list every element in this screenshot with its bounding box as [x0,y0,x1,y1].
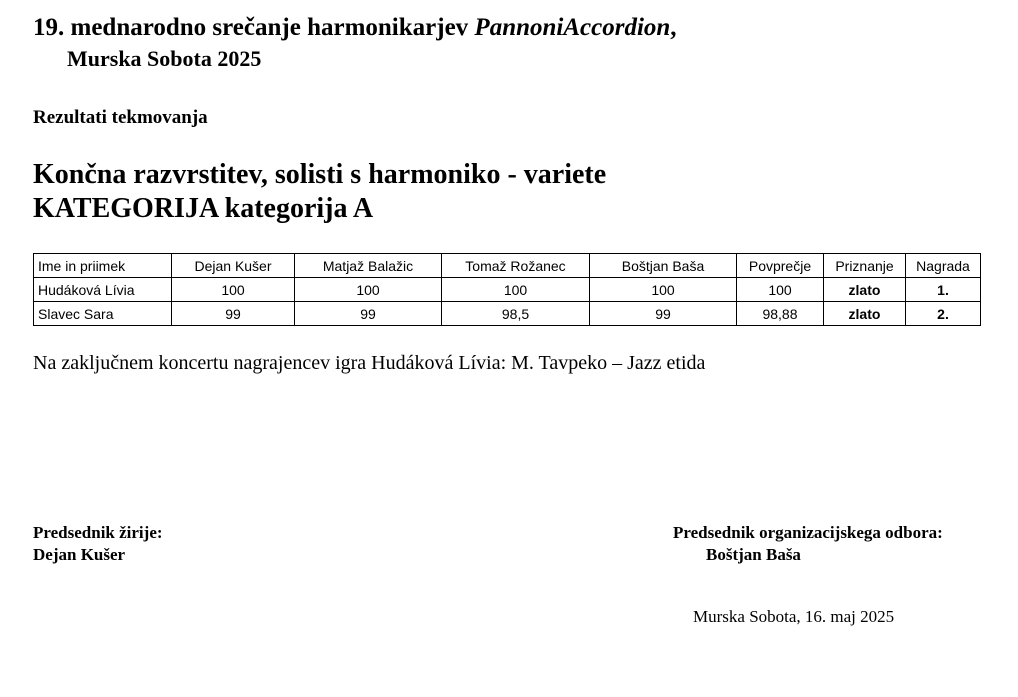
table-cell: 1. [906,278,981,302]
organizing-president-label: Predsednik organizacijskega odbora: [673,523,943,542]
header-cell: Dejan Kušer [172,254,295,278]
table-cell: 100 [590,278,737,302]
ranking-title [33,158,606,226]
concert-note: Na zaključnem koncertu nagrajencev igra Hudáková Lívia: M. Tavpeko – Jazz etida [33,352,706,374]
table-cell: zlato [824,278,906,302]
header-cell: Nagrada [906,254,981,278]
table-cell: 100 [442,278,590,302]
table-row [34,278,981,302]
header-cell: Boštjan Baša [590,254,737,278]
table-cell: 99 [172,302,295,326]
table-cell: 99 [590,302,737,326]
header-cell: Priznanje [824,254,906,278]
table-cell: Slavec Sara [34,302,172,326]
jury-president-name: Dejan Kušer [33,545,126,564]
title-comma: , [670,14,677,41]
title-italic-name: PannoniAccordion [474,14,671,41]
jury-president-label: Predsednik žirije: [33,523,163,542]
document-subtitle: Murska Sobota 2025 [67,46,262,71]
place-date: Murska Sobota, 16. maj 2025 [693,607,895,626]
table-cell: 2. [906,302,981,326]
title-main: 19. mednarodno srečanje harmonikarjev [33,14,475,41]
table-cell: 100 [172,278,295,302]
table-cell: zlato [824,302,906,326]
table-row [34,302,981,326]
table-cell: 98,5 [442,302,590,326]
header-cell: Ime in priimek [34,254,172,278]
header-cell: Matjaž Balažic [295,254,442,278]
table-header-row [34,254,981,278]
results-table [33,253,981,326]
table-cell: Hudáková Lívia [34,278,172,302]
organizing-president-name: Boštjan Baša [706,545,801,564]
results-heading: Rezultati tekmovanja [33,107,208,128]
header-cell: Tomaž Rožanec [442,254,590,278]
header-cell: Povprečje [737,254,824,278]
ranking-title-line1: Končna razvrstitev, solisti s harmoniko - variete [33,159,607,190]
table-cell: 100 [737,278,824,302]
ranking-title-line2: KATEGORIJA kategorija A [33,193,374,224]
document-title [33,14,677,42]
table-cell: 98,88 [737,302,824,326]
table-cell: 100 [295,278,442,302]
table-cell: 99 [295,302,442,326]
